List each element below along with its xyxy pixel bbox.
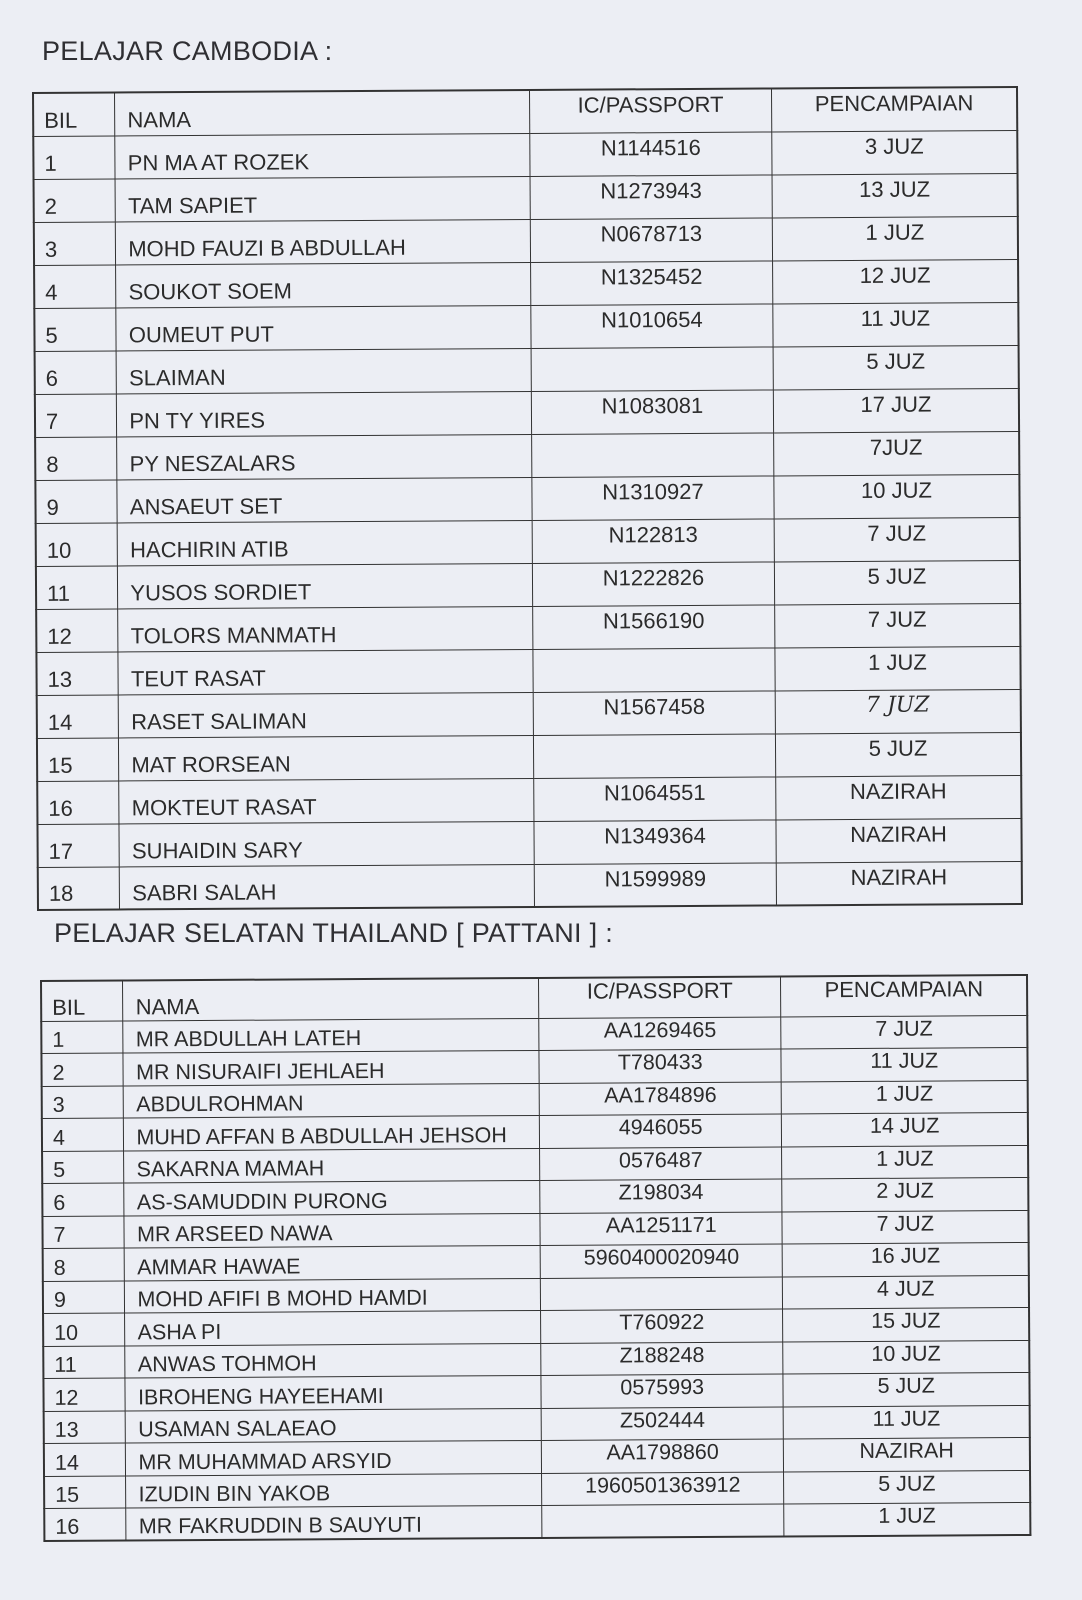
table-row <box>37 732 1021 781</box>
table-header-row <box>33 87 1017 136</box>
cell-ic-passport <box>533 733 775 777</box>
cell-nama: ASHA PI <box>125 1310 541 1345</box>
cell-nama: MR NISURAIFI JEHLAEH <box>123 1050 539 1085</box>
cell-ic-passport: Z188248 <box>541 1341 784 1375</box>
header-pencapaian: PENCAMPAIAN <box>781 975 1027 1017</box>
cell-pencapaian: NAZIRAH <box>776 861 1022 905</box>
cell-bil: 1 <box>41 1020 123 1053</box>
cell-ic-passport: N1144516 <box>530 131 772 175</box>
cell-nama: TAM SAPIET <box>115 176 530 222</box>
cell-nama: OUMEUT PUT <box>116 305 531 351</box>
cell-ic-passport: 0576487 <box>540 1146 783 1180</box>
cell-pencapaian: 1 JUZ <box>782 1145 1028 1179</box>
cell-pencapaian: NAZIRAH <box>776 775 1022 819</box>
cell-ic-passport: N1566190 <box>533 604 775 648</box>
cell-bil: 12 <box>43 1378 125 1411</box>
cell-nama: ANSAEUT SET <box>117 477 532 523</box>
cell-nama: PY NESZALARS <box>117 434 532 480</box>
cell-ic-passport: N1010654 <box>531 303 773 347</box>
cell-ic-passport: 5960400020940 <box>540 1244 783 1278</box>
cell-pencapaian: 5 JUZ <box>783 1372 1029 1406</box>
cell-ic-passport: N1567458 <box>533 690 775 734</box>
table-row <box>36 646 1020 695</box>
cell-ic-passport: Z198034 <box>540 1179 783 1213</box>
header-bil: BIL <box>33 92 115 135</box>
header-pencapaian: PENCAMPAIAN <box>771 87 1017 131</box>
cell-nama: PN TY YIRES <box>117 391 532 437</box>
table-row <box>34 173 1018 222</box>
cell-pencapaian: NAZIRAH <box>784 1437 1030 1471</box>
table-row <box>35 431 1019 480</box>
cell-pencapaian: 2 JUZ <box>782 1177 1028 1211</box>
cell-pencapaian: 4 JUZ <box>783 1275 1029 1309</box>
cell-nama: MR FAKRUDDIN B SAUYUTI <box>126 1505 542 1540</box>
cell-pencapaian: 1 JUZ <box>784 1502 1030 1536</box>
cell-ic-passport: 4946055 <box>539 1114 782 1148</box>
header-ic-passport: IC/PASSPORT <box>529 88 771 132</box>
cell-pencapaian: 7 JUZ <box>775 603 1021 647</box>
cell-pencapaian: 16 JUZ <box>783 1242 1029 1276</box>
table-row <box>38 861 1022 910</box>
cell-nama: IBROHENG HAYEEHAMI <box>125 1375 541 1410</box>
cell-nama: AS-SAMUDDIN PURONG <box>124 1180 540 1215</box>
table-row <box>37 689 1021 738</box>
cell-pencapaian: 1 JUZ <box>775 646 1021 690</box>
cell-pencapaian: 7 JUZ <box>775 689 1021 733</box>
cell-bil: 1 <box>33 135 115 178</box>
cell-pencapaian: 13 JUZ <box>772 173 1018 217</box>
cell-bil: 7 <box>42 1215 124 1248</box>
cell-bil: 18 <box>38 866 120 909</box>
cell-ic-passport: AA1251171 <box>540 1211 783 1245</box>
cell-nama: SLAIMAN <box>116 348 531 394</box>
cell-bil: 4 <box>34 264 116 307</box>
cell-pencapaian: NAZIRAH <box>776 818 1022 862</box>
cell-bil: 16 <box>44 1508 126 1541</box>
cell-ic-passport <box>532 432 774 476</box>
cell-ic-passport: N1273943 <box>530 174 772 218</box>
cell-nama: MR ABDULLAH LATEH <box>123 1018 539 1053</box>
cell-nama: USAMAN SALAEAO <box>126 1408 542 1443</box>
cell-nama: TOLORS MANMATH <box>118 606 533 652</box>
cell-ic-passport: 1960501363912 <box>542 1471 785 1505</box>
cell-bil: 15 <box>44 1475 126 1508</box>
cell-bil: 13 <box>36 651 118 694</box>
cell-pencapaian: 5 JUZ <box>773 345 1019 389</box>
table-row <box>34 259 1018 308</box>
cell-pencapaian: 5 JUZ <box>784 1470 1030 1504</box>
cell-bil: 2 <box>34 178 116 221</box>
cell-pencapaian: 11 JUZ <box>784 1405 1030 1439</box>
cell-ic-passport: N1083081 <box>531 389 773 433</box>
cell-pencapaian: 7 JUZ <box>774 517 1020 561</box>
cell-ic-passport: T780433 <box>539 1049 782 1083</box>
section-title-thailand: PELAJAR SELATAN THAILAND [ PATTANI ] : <box>54 918 614 948</box>
cell-pencapaian: 5 JUZ <box>774 560 1020 604</box>
cell-bil: 10 <box>36 522 118 565</box>
cell-pencapaian: 1 JUZ <box>772 216 1018 260</box>
cell-bil: 8 <box>35 436 117 479</box>
cell-nama: IZUDIN BIN YAKOB <box>126 1473 542 1508</box>
cell-nama: AMMAR HAWAE <box>125 1245 541 1280</box>
cell-bil: 13 <box>44 1410 126 1443</box>
cell-pencapaian: 1 JUZ <box>782 1080 1028 1114</box>
cell-bil: 10 <box>43 1313 125 1346</box>
cell-ic-passport <box>533 647 775 691</box>
table-row <box>37 775 1021 824</box>
cell-nama: SUHAIDIN SARY <box>119 821 534 867</box>
cell-bil: 9 <box>35 479 117 522</box>
cell-nama: ABDULROHMAN <box>124 1083 540 1118</box>
cell-nama: MOHD FAUZI B ABDULLAH <box>116 219 531 265</box>
cell-pencapaian: 7 JUZ <box>782 1210 1028 1244</box>
cell-bil: 15 <box>37 737 119 780</box>
cell-ic-passport: N1325452 <box>531 260 773 304</box>
cell-pencapaian: 10 JUZ <box>783 1340 1029 1374</box>
cell-ic-passport: N1064551 <box>534 776 776 820</box>
cell-pencapaian: 14 JUZ <box>782 1112 1028 1146</box>
cell-bil: 14 <box>44 1443 126 1476</box>
cell-pencapaian: 7 JUZ <box>781 1015 1027 1049</box>
table-row <box>44 1502 1030 1541</box>
cell-nama: TEUT RASAT <box>118 649 533 695</box>
cell-ic-passport: Z502444 <box>541 1406 784 1440</box>
table-row <box>35 474 1019 523</box>
cell-ic-passport: N122813 <box>532 518 774 562</box>
cell-ic-passport: T760922 <box>541 1309 784 1343</box>
cell-nama: YUSOS SORDIET <box>118 563 533 609</box>
cell-nama: HACHIRIN ATIB <box>117 520 532 566</box>
cell-nama: SOUKOT SOEM <box>116 262 531 308</box>
cell-nama: ANWAS TOHMOH <box>125 1343 541 1378</box>
cell-ic-passport: AA1798860 <box>541 1439 784 1473</box>
cell-bil: 12 <box>36 608 118 651</box>
cell-ic-passport: N0678713 <box>530 217 772 261</box>
cell-pencapaian: 3 JUZ <box>772 130 1018 174</box>
cell-bil: 8 <box>43 1248 125 1281</box>
cell-ic-passport: AA1269465 <box>539 1016 782 1050</box>
cell-nama: MR MUHAMMAD ARSYID <box>126 1440 542 1475</box>
cell-ic-passport: 0575993 <box>541 1374 784 1408</box>
table-row <box>33 130 1017 179</box>
table-row <box>35 345 1019 394</box>
cell-nama: MOHD AFIFI B MOHD HAMDI <box>125 1278 541 1313</box>
cell-bil: 5 <box>42 1150 124 1183</box>
table-row <box>36 560 1020 609</box>
cell-bil: 16 <box>37 780 119 823</box>
cell-nama: MUHD AFFAN B ABDULLAH JEHSOH <box>124 1115 540 1150</box>
cell-bil: 4 <box>42 1118 124 1151</box>
cell-nama: MAT RORSEAN <box>119 735 534 781</box>
cell-ic-passport: N1222826 <box>532 561 774 605</box>
cell-ic-passport: N1349364 <box>534 819 776 863</box>
cell-nama: RASET SALIMAN <box>119 692 534 738</box>
table-row <box>34 302 1018 351</box>
table-thailand-students <box>40 974 1031 1542</box>
cell-nama: SAKARNA MAMAH <box>124 1148 540 1183</box>
cell-bil: 2 <box>41 1053 123 1086</box>
cell-ic-passport <box>531 346 773 390</box>
cell-nama: MOKTEUT RASAT <box>119 778 534 824</box>
section-title-cambodia: PELAJAR CAMBODIA : <box>42 36 333 66</box>
cell-bil: 11 <box>43 1345 125 1378</box>
cell-ic-passport: N1310927 <box>532 475 774 519</box>
cell-bil: 11 <box>36 565 118 608</box>
table-row <box>37 818 1021 867</box>
cell-pencapaian: 11 JUZ <box>773 302 1019 346</box>
cell-pencapaian: 7JUZ <box>774 431 1020 475</box>
cell-ic-passport: N1599989 <box>534 862 776 906</box>
table-row <box>35 388 1019 437</box>
cell-pencapaian: 5 JUZ <box>775 732 1021 776</box>
cell-bil: 3 <box>34 221 116 264</box>
cell-ic-passport <box>542 1504 785 1538</box>
cell-nama: PN MA AT ROZEK <box>115 133 530 179</box>
cell-bil: 14 <box>37 694 119 737</box>
cell-bil: 6 <box>35 350 117 393</box>
table-header-row <box>41 975 1027 1021</box>
cell-nama: MR ARSEED NAWA <box>124 1213 540 1248</box>
table-row <box>34 216 1018 265</box>
cell-bil: 5 <box>34 307 116 350</box>
cell-bil: 3 <box>42 1085 124 1118</box>
cell-pencapaian: 12 JUZ <box>773 259 1019 303</box>
cell-nama: SABRI SALAH <box>120 864 535 910</box>
table-row <box>36 517 1020 566</box>
cell-ic-passport <box>540 1276 783 1310</box>
header-ic-passport: IC/PASSPORT <box>538 976 781 1017</box>
header-nama: NAMA <box>115 90 530 136</box>
header-bil: BIL <box>41 980 123 1021</box>
cell-pencapaian: 11 JUZ <box>781 1047 1027 1081</box>
header-nama: NAMA <box>123 978 539 1021</box>
cell-bil: 9 <box>43 1280 125 1313</box>
cell-bil: 6 <box>42 1183 124 1216</box>
cell-ic-passport: AA1784896 <box>539 1081 782 1115</box>
table-cambodia-students <box>32 86 1023 911</box>
cell-pencapaian: 17 JUZ <box>773 388 1019 432</box>
cell-bil: 7 <box>35 393 117 436</box>
cell-bil: 17 <box>37 823 119 866</box>
cell-pencapaian: 15 JUZ <box>783 1307 1029 1341</box>
cell-pencapaian: 10 JUZ <box>774 474 1020 518</box>
table-row <box>36 603 1020 652</box>
